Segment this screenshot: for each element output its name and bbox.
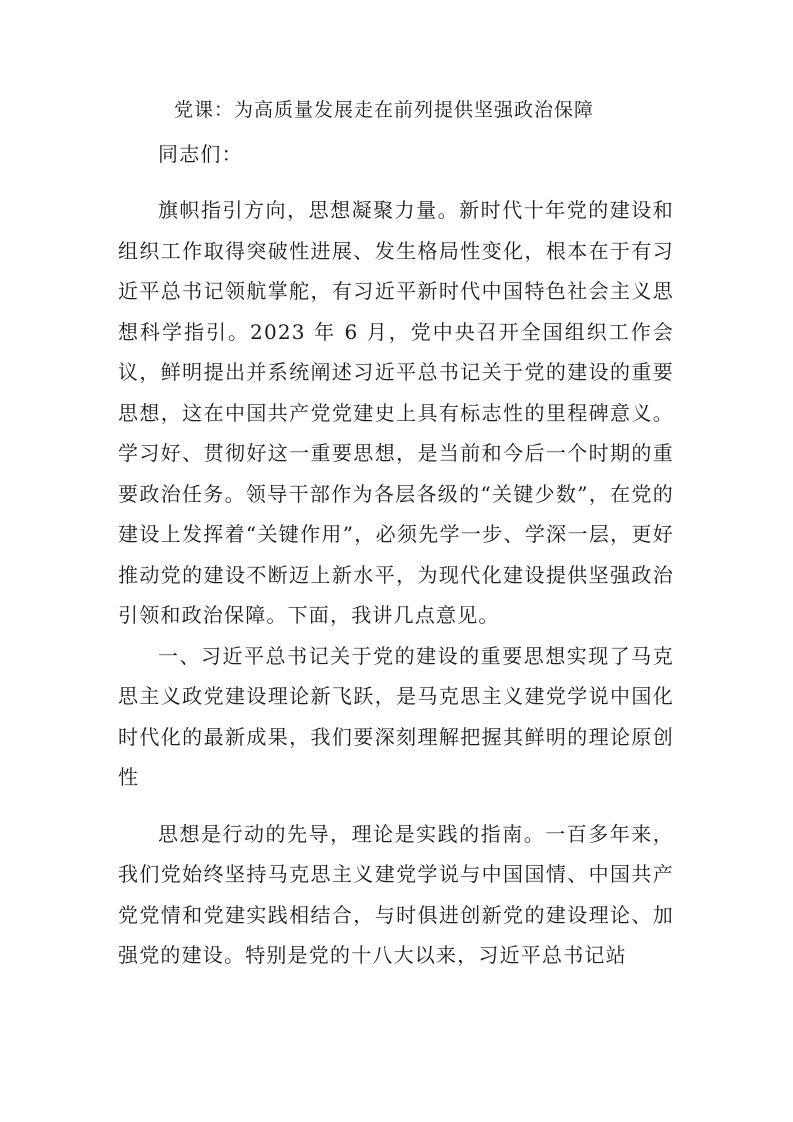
document-title: 党课：为高质量发展走在前列提供坚强政治保障 (174, 99, 595, 121)
section-heading-1: 一、习近平总书记关于党的建设的重要思想实现了马克思主义政党建设理论新飞跃，是马克思主义建党学说中国化时代化的最新成果，我们要深刻理解把握其鲜明的理论原创性 (118, 643, 674, 789)
paragraph-spacer (118, 798, 674, 814)
salutation: 同志们： (158, 142, 243, 166)
document-page (118, 92, 674, 976)
paragraph-intro: 旗帜指引方向，思想凝聚力量。新时代十年党的建设和组织工作取得突破性进展、发生格局性变化，根本在于有习近平总书记领航掌舵，有习近平新时代中国特色社会主义思想科学指引。2023 年 6 月，党中央召开全国组织工作会议，鲜明提出并系统阐述习近平总书记关于党的建设的重要思想，这在中国共产党党建史上具有标志性的里程碑意义。学习好、贯彻好这一重要思想，是当前和今后一个时期的重要政治任务。领导干部作为各层各级的“关键少数”，在党的建设上发挥着“关键作用”，必须先学一步、学深一层，更好推动党的建设不断迈上新水平，为现代化建设提供坚强政治引领和政治保障。下面，我讲几点意见。 (118, 198, 674, 627)
paragraph-body: 思想是行动的先导，理论是实践的指南。一百多年来，我们党始终坚持马克思主义建党学说与中国国情、中国共产党党情和党建实践相结合，与时俱进创新党的建设理论、加强党的建设。特别是党的十八大以来，习近平总书记站 (118, 821, 674, 967)
